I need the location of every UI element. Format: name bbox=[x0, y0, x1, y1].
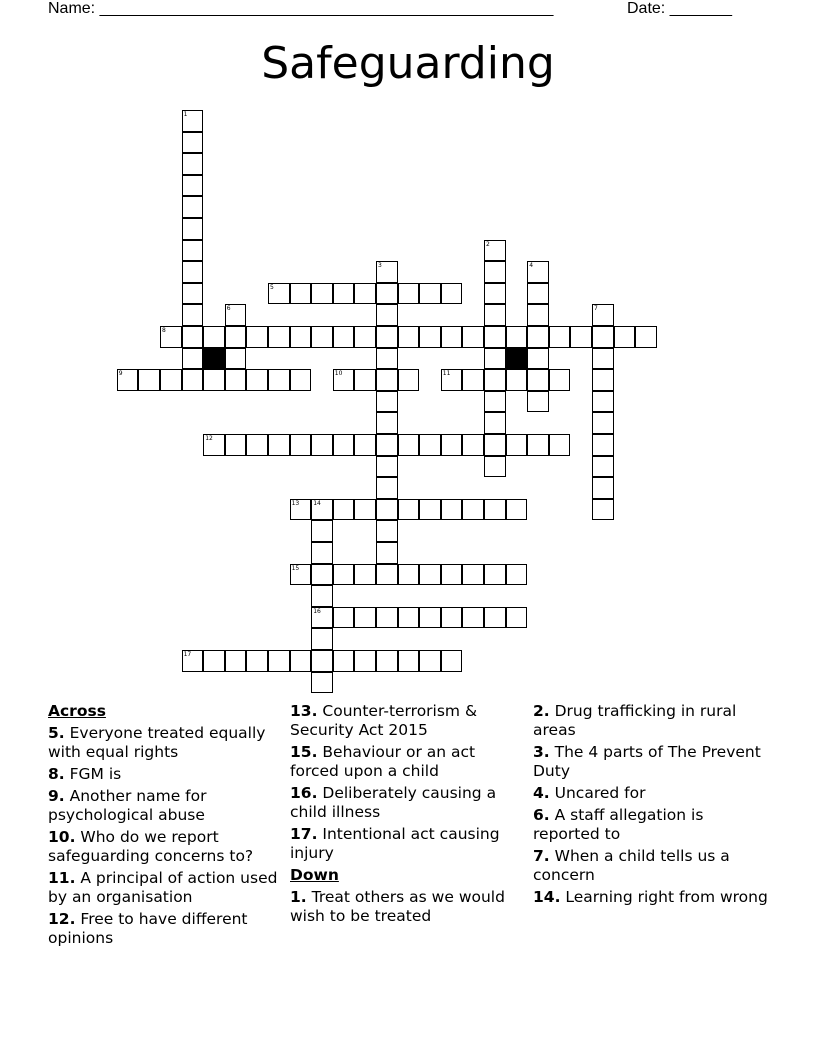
grid-cell[interactable] bbox=[311, 542, 333, 564]
grid-cell[interactable] bbox=[290, 650, 312, 672]
grid-cell[interactable] bbox=[268, 326, 290, 348]
grid-cell[interactable] bbox=[462, 369, 484, 391]
grid-cell[interactable] bbox=[592, 304, 614, 326]
grid-cell[interactable] bbox=[484, 412, 506, 434]
grid-cell[interactable] bbox=[225, 650, 247, 672]
clue-number: 15 bbox=[291, 564, 300, 572]
grid-cell[interactable] bbox=[462, 499, 484, 521]
grid-cell[interactable] bbox=[246, 650, 268, 672]
grid-cell[interactable] bbox=[419, 564, 441, 586]
grid-cell[interactable] bbox=[311, 283, 333, 305]
grid-cell[interactable] bbox=[484, 283, 506, 305]
grid-cell[interactable] bbox=[311, 564, 333, 586]
grid-cell[interactable] bbox=[203, 369, 225, 391]
grid-cell[interactable] bbox=[506, 607, 528, 629]
grid-cell[interactable] bbox=[376, 391, 398, 413]
grid-cell[interactable] bbox=[462, 607, 484, 629]
clue-number: 6 bbox=[226, 305, 231, 313]
grid-cell[interactable] bbox=[398, 499, 420, 521]
grid-cell[interactable] bbox=[290, 283, 312, 305]
grid-cell[interactable] bbox=[268, 650, 290, 672]
grid-cell[interactable] bbox=[484, 326, 506, 348]
grid-cell[interactable] bbox=[462, 434, 484, 456]
grid-cell[interactable] bbox=[419, 283, 441, 305]
grid-cell[interactable] bbox=[290, 369, 312, 391]
clue-number: 2 bbox=[486, 240, 490, 248]
clue-across-17: 17. Intentional act causing injury bbox=[290, 825, 500, 862]
grid-cell[interactable] bbox=[333, 607, 355, 629]
grid-cell[interactable] bbox=[506, 434, 528, 456]
clue-across-10: 10. Who do we report safeguarding concerns to? bbox=[48, 828, 254, 865]
page-title: Safeguarding bbox=[261, 38, 555, 89]
grid-cell[interactable] bbox=[182, 283, 204, 305]
clue-number: 7 bbox=[594, 305, 598, 313]
grid-cell[interactable] bbox=[527, 261, 549, 283]
grid-cell[interactable] bbox=[268, 369, 290, 391]
clues-column-1 bbox=[48, 702, 284, 951]
grid-cell[interactable] bbox=[506, 326, 528, 348]
grid-cell[interactable] bbox=[419, 499, 441, 521]
grid-cell[interactable] bbox=[592, 434, 614, 456]
grid-cell[interactable] bbox=[484, 369, 506, 391]
grid-cell[interactable] bbox=[592, 477, 614, 499]
grid-cell[interactable] bbox=[225, 369, 247, 391]
grid-cell[interactable] bbox=[441, 283, 463, 305]
grid-cell[interactable] bbox=[203, 326, 225, 348]
grid-cell[interactable] bbox=[635, 326, 657, 348]
grid-cell[interactable] bbox=[398, 369, 420, 391]
grid-cell[interactable] bbox=[333, 283, 355, 305]
grid-cell[interactable] bbox=[398, 650, 420, 672]
grid-cell[interactable] bbox=[592, 412, 614, 434]
grid-cell[interactable] bbox=[138, 369, 160, 391]
grid-cell[interactable] bbox=[333, 326, 355, 348]
grid-cell[interactable] bbox=[182, 240, 204, 262]
grid-cell[interactable] bbox=[592, 391, 614, 413]
grid-cell[interactable] bbox=[592, 369, 614, 391]
grid-cell[interactable] bbox=[203, 434, 225, 456]
clue-number: 8 bbox=[162, 327, 166, 334]
clue-down-1: 1. Treat others as we would wish to be treated bbox=[290, 888, 505, 925]
grid-cell[interactable] bbox=[484, 607, 506, 629]
grid-cell[interactable] bbox=[484, 348, 506, 370]
grid-cell[interactable] bbox=[376, 456, 398, 478]
grid-cell[interactable] bbox=[225, 326, 247, 348]
clue-down-14: 14. Learning right from wrong bbox=[533, 888, 768, 906]
grid-cell[interactable] bbox=[160, 326, 182, 348]
grid-cell[interactable] bbox=[376, 520, 398, 542]
clue-across-11: 11. A principal of action used by an organisation bbox=[48, 869, 278, 906]
grid-cell[interactable] bbox=[290, 564, 312, 586]
grid-cell[interactable] bbox=[182, 153, 204, 175]
clue-number: 12 bbox=[205, 435, 213, 442]
grid-cell[interactable] bbox=[398, 564, 420, 586]
grid-cell[interactable] bbox=[441, 369, 463, 391]
grid-cell[interactable] bbox=[484, 304, 506, 326]
grid-cell[interactable] bbox=[354, 607, 376, 629]
clues-column-2 bbox=[290, 702, 526, 929]
grid-cell[interactable] bbox=[441, 434, 463, 456]
grid-cell[interactable] bbox=[441, 650, 463, 672]
date-line[interactable]: Date: _______ bbox=[627, 0, 732, 17]
grid-cell[interactable] bbox=[354, 283, 376, 305]
grid-cell[interactable] bbox=[182, 326, 204, 348]
grid-cell[interactable] bbox=[549, 434, 571, 456]
clue-number: 1 bbox=[183, 111, 188, 118]
clue-number: 14 bbox=[313, 499, 321, 507]
grid-cell[interactable] bbox=[268, 283, 290, 305]
clue-number: 16 bbox=[313, 607, 321, 615]
grid-cell[interactable] bbox=[398, 607, 420, 629]
grid-cell[interactable] bbox=[441, 326, 463, 348]
grid-cell[interactable] bbox=[354, 564, 376, 586]
grid-cell[interactable] bbox=[333, 499, 355, 521]
grid-cell[interactable] bbox=[182, 304, 204, 326]
grid-cell[interactable] bbox=[549, 369, 571, 391]
clue-number: 9 bbox=[118, 370, 123, 378]
grid-cell[interactable] bbox=[182, 132, 204, 154]
grid-cell[interactable] bbox=[549, 326, 571, 348]
clue-across-12: 12. Free to have different opinions bbox=[48, 910, 248, 947]
grid-cell[interactable] bbox=[182, 348, 204, 370]
grid-cell[interactable] bbox=[203, 650, 225, 672]
grid-cell[interactable] bbox=[527, 369, 549, 391]
grid-cell[interactable] bbox=[484, 456, 506, 478]
grid-cell[interactable] bbox=[419, 434, 441, 456]
grid-cell[interactable] bbox=[614, 326, 636, 348]
grid-cell[interactable] bbox=[311, 499, 333, 521]
clue-number: 17 bbox=[183, 651, 192, 658]
grid-cell[interactable] bbox=[506, 564, 528, 586]
grid-cell[interactable] bbox=[182, 261, 204, 283]
grid-cell[interactable] bbox=[354, 326, 376, 348]
clue-across-16: 16. Deliberately causing a child illness bbox=[290, 784, 497, 821]
grid-cell[interactable] bbox=[527, 326, 549, 348]
grid-cell[interactable] bbox=[376, 304, 398, 326]
clue-down-4: 4. Uncared for bbox=[533, 784, 646, 802]
grid-cell[interactable] bbox=[311, 650, 333, 672]
name-line[interactable]: Name: ___________________________________________________ bbox=[48, 0, 554, 17]
grid-cell[interactable] bbox=[419, 326, 441, 348]
grid-cell[interactable] bbox=[354, 369, 376, 391]
grid-cell[interactable] bbox=[225, 434, 247, 456]
grid-cell[interactable] bbox=[376, 261, 398, 283]
grid-cell[interactable] bbox=[290, 499, 312, 521]
grid-cell[interactable] bbox=[376, 412, 398, 434]
grid-cell[interactable] bbox=[333, 369, 355, 391]
clue-across-5: 5. Everyone treated equally with equal rights bbox=[48, 724, 266, 761]
clue-number: 10 bbox=[334, 370, 343, 378]
grid-cell[interactable] bbox=[376, 607, 398, 629]
grid-cell[interactable] bbox=[506, 499, 528, 521]
grid-cell[interactable] bbox=[376, 348, 398, 370]
clue-across-15: 15. Behaviour or an act forced upon a child bbox=[290, 743, 476, 780]
grid-cell[interactable] bbox=[570, 326, 592, 348]
grid-cell[interactable] bbox=[376, 499, 398, 521]
clue-number: 3 bbox=[378, 262, 382, 270]
grid-cell[interactable] bbox=[268, 434, 290, 456]
grid-cell[interactable] bbox=[182, 196, 204, 218]
grid-cell[interactable] bbox=[506, 369, 528, 391]
clue-down-2: 2. Drug trafficking in rural areas bbox=[533, 702, 737, 739]
grid-cell[interactable] bbox=[117, 369, 139, 391]
grid-cell[interactable] bbox=[246, 434, 268, 456]
clue-down-7: 7. When a child tells us a concern bbox=[533, 847, 730, 884]
grid-cell[interactable] bbox=[441, 607, 463, 629]
block-cell bbox=[203, 348, 225, 370]
grid-cell[interactable] bbox=[333, 650, 355, 672]
grid-cell[interactable] bbox=[246, 326, 268, 348]
grid-cell[interactable] bbox=[311, 628, 333, 650]
grid-cell[interactable] bbox=[376, 434, 398, 456]
grid-cell[interactable] bbox=[376, 542, 398, 564]
grid-cell[interactable] bbox=[376, 283, 398, 305]
grid-cell[interactable] bbox=[592, 348, 614, 370]
grid-cell[interactable] bbox=[398, 326, 420, 348]
grid-cell[interactable] bbox=[246, 369, 268, 391]
grid-cell[interactable] bbox=[527, 391, 549, 413]
grid-cell[interactable] bbox=[311, 520, 333, 542]
grid-cell[interactable] bbox=[354, 434, 376, 456]
grid-cell[interactable] bbox=[182, 110, 204, 132]
grid-cell[interactable] bbox=[527, 348, 549, 370]
grid-cell[interactable] bbox=[182, 650, 204, 672]
grid-cell[interactable] bbox=[311, 434, 333, 456]
grid-cell[interactable] bbox=[484, 564, 506, 586]
clue-number: 5 bbox=[270, 283, 274, 291]
grid-cell[interactable] bbox=[333, 434, 355, 456]
grid-cell[interactable] bbox=[592, 499, 614, 521]
grid-cell[interactable] bbox=[419, 650, 441, 672]
grid-cell[interactable] bbox=[182, 369, 204, 391]
grid-cell[interactable] bbox=[354, 650, 376, 672]
grid-cell[interactable] bbox=[290, 434, 312, 456]
grid-cell[interactable] bbox=[462, 564, 484, 586]
grid-cell[interactable] bbox=[441, 564, 463, 586]
grid-cell[interactable] bbox=[484, 240, 506, 262]
grid-cell[interactable] bbox=[484, 391, 506, 413]
grid-cell[interactable] bbox=[311, 672, 333, 694]
clue-down-6: 6. A staff allegation is reported to bbox=[533, 806, 704, 843]
across-heading: Across bbox=[48, 702, 106, 720]
grid-cell[interactable] bbox=[225, 304, 247, 326]
grid-cell[interactable] bbox=[527, 304, 549, 326]
clue-across-13: 13. Counter-terrorism & Security Act 2015 bbox=[290, 702, 478, 739]
clue-across-8: 8. FGM is bbox=[48, 765, 122, 783]
grid-cell[interactable] bbox=[376, 564, 398, 586]
grid-cell[interactable] bbox=[462, 326, 484, 348]
grid-cell[interactable] bbox=[527, 283, 549, 305]
grid-cell[interactable] bbox=[160, 369, 182, 391]
grid-cell[interactable] bbox=[398, 283, 420, 305]
clue-down-3: 3. The 4 parts of The Prevent Duty bbox=[533, 743, 761, 780]
clues-column-3 bbox=[533, 702, 769, 910]
clue-number: 4 bbox=[529, 262, 534, 270]
grid-cell[interactable] bbox=[592, 326, 614, 348]
grid-cell[interactable] bbox=[376, 369, 398, 391]
clue-number: 11 bbox=[442, 370, 451, 378]
grid-cell[interactable] bbox=[527, 434, 549, 456]
grid-cell[interactable] bbox=[441, 499, 463, 521]
grid-cell[interactable] bbox=[376, 326, 398, 348]
grid-cell[interactable] bbox=[592, 456, 614, 478]
grid-cell[interactable] bbox=[225, 348, 247, 370]
grid-cell[interactable] bbox=[484, 499, 506, 521]
grid-cell[interactable] bbox=[484, 261, 506, 283]
grid-cell[interactable] bbox=[398, 434, 420, 456]
grid-cell[interactable] bbox=[376, 650, 398, 672]
clue-across-9: 9. Another name for psychological abuse bbox=[48, 787, 207, 824]
grid-cell[interactable] bbox=[484, 434, 506, 456]
grid-cell[interactable] bbox=[311, 585, 333, 607]
grid-cell[interactable] bbox=[419, 607, 441, 629]
grid-cell[interactable] bbox=[182, 175, 204, 197]
grid-cell[interactable] bbox=[290, 326, 312, 348]
grid-cell[interactable] bbox=[182, 218, 204, 240]
grid-cell[interactable] bbox=[333, 564, 355, 586]
grid-cell[interactable] bbox=[354, 499, 376, 521]
block-cell bbox=[506, 348, 528, 370]
grid-cell[interactable] bbox=[376, 477, 398, 499]
down-heading: Down bbox=[290, 866, 339, 884]
grid-cell[interactable] bbox=[311, 326, 333, 348]
grid-cell[interactable] bbox=[311, 607, 333, 629]
clue-number: 13 bbox=[291, 499, 300, 507]
